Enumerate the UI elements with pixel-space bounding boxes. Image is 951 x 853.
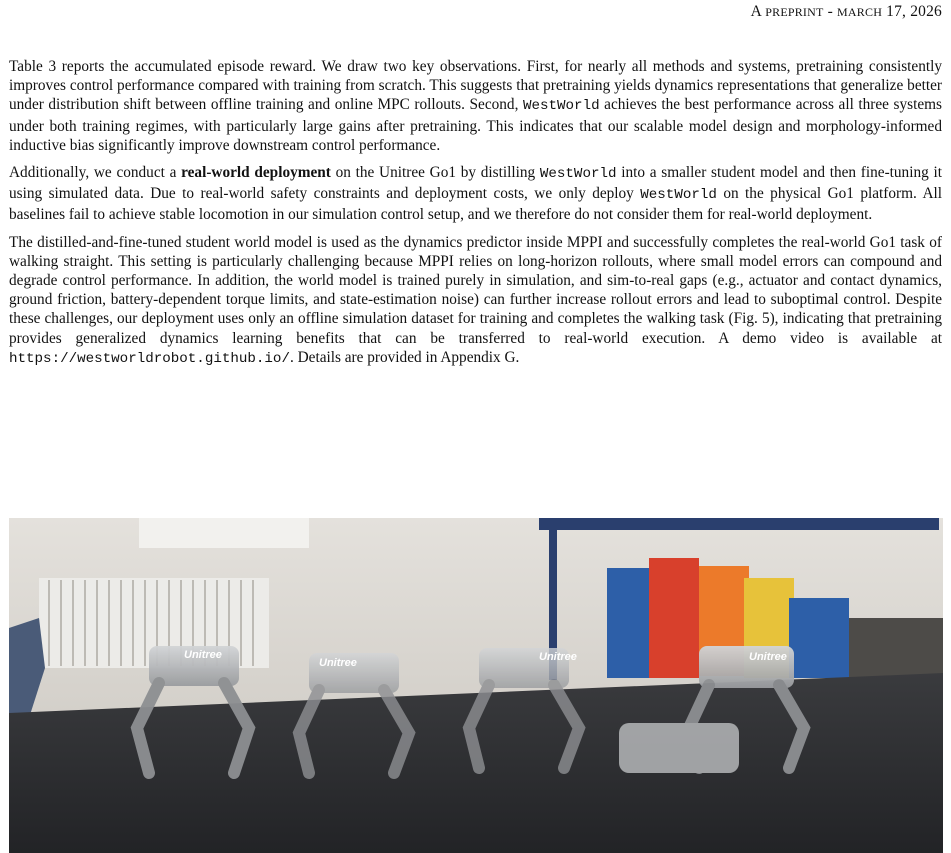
paragraph-1 — [9, 57, 942, 155]
p2-code1: WestWorld — [539, 166, 617, 183]
paragraph-3 — [9, 233, 942, 369]
running-header — [751, 3, 942, 21]
header-date: 17, 2026 — [886, 3, 942, 20]
p2-start: Additionally, we conduct a — [9, 164, 182, 182]
p2-bold: real-world deployment — [181, 164, 331, 182]
header-a: A — [750, 3, 762, 20]
p2-code2: WestWorld — [640, 187, 717, 204]
p2-mid2: into a smaller student model and then fine-tuning it using simulated data. Due to real-world safety constraints and deployment costs, we only deploy — [9, 164, 942, 203]
header-month: MARCH — [837, 5, 883, 19]
paragraph-2 — [9, 163, 942, 225]
p2-mid1: on the Unitree Go1 by distilling — [330, 164, 540, 182]
p3-end: . Details are provided in Appendix G. — [289, 348, 520, 366]
p1-code: WestWorld — [522, 98, 600, 115]
p1-end: achieves the best performance across all three systems under both training regimes, with particularly large gains after pretraining. This indicates that our scalable model design and morphology-informed inductive bias significantly improve downstream control performance. — [9, 96, 942, 154]
robot-photo — [9, 518, 943, 853]
robot-brand-label-4: Unitree — [749, 651, 787, 663]
robot-photo-figure — [9, 518, 943, 853]
p3-start: The distilled-and-fine-tuned student world model is used as the dynamics predictor inside MPPI and successfully completes the real-world Go1 task of walking straight. This setting is particularly challenging because MPPI relies on long-horizon rollouts, where small model errors can compound and degrade control performance. In addition, the world model is trained purely in simulation, and sim-to-real gaps (e.g., actuator and contact dynamics, ground friction, battery-dependent torque limits, and state-estimation noise) can further increase rollout errors and lead to suboptimal control. Despite these challenges, our deployment uses only an offline simulation dataset for training and completes the walking task (Fig. 5), indicating that pretraining provides generalized dynamics learning benefits that can be transferred to real-world execution. A demo video is available at — [9, 233, 942, 347]
p2-end: on the physical Go1 platform. All baselines fail to achieve stable locomotion in our simulation control setup, and we therefore do not consider them for real-world deployment. — [9, 185, 942, 224]
robot-brand-label-2: Unitree — [319, 657, 357, 669]
window — [139, 518, 309, 548]
paper-body — [9, 57, 942, 377]
header-separator: - — [823, 3, 838, 20]
robot-brand-label-1: Unitree — [184, 649, 222, 661]
header-preprint: PREPRINT — [765, 5, 824, 19]
demo-url-link[interactable]: https://westworldrobot.github.io/ — [9, 350, 290, 367]
p1-text: Table 3 reports the accumulated episode reward. We draw two key observations. First, for nearly all methods and systems, pretraining consistently improves control performance compared with training from scratch. This suggests that pretraining yields dynamics representations that generalize better under distribution shift between offline training and online MPC rollouts. Second, — [9, 58, 942, 114]
robot-brand-label-3: Unitree — [539, 651, 577, 663]
